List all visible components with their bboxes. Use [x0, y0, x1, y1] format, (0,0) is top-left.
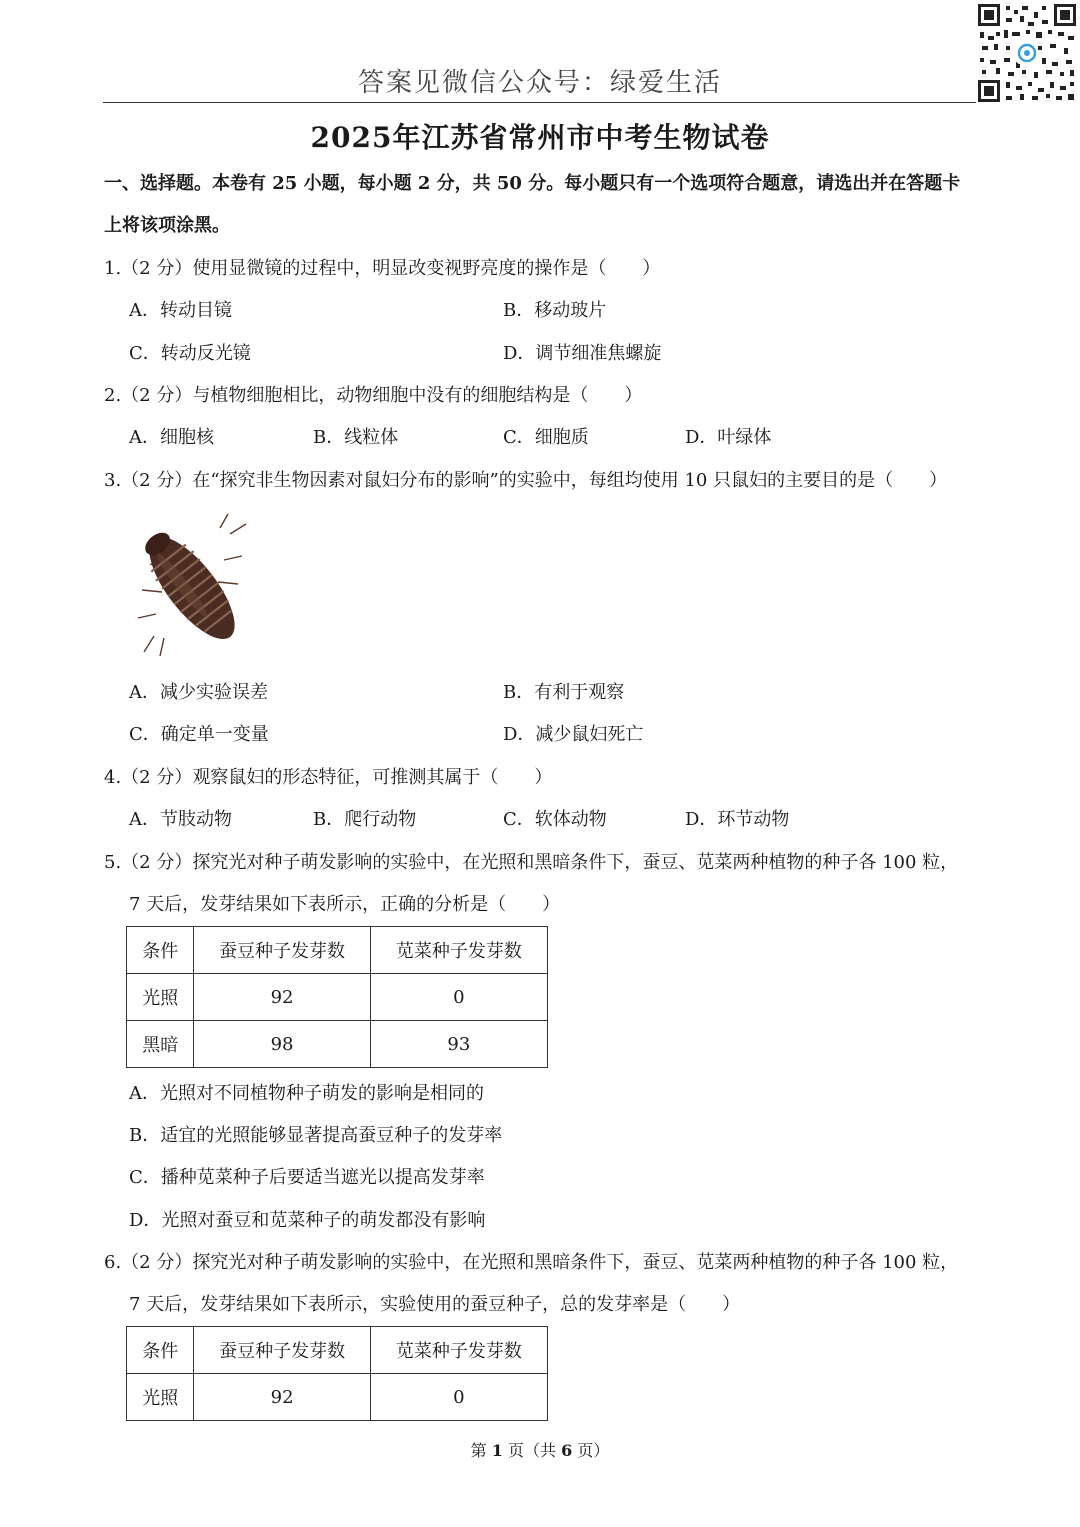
- table-cell: 0: [370, 974, 547, 1021]
- footer-page-number: 1: [491, 1441, 503, 1460]
- q5-data-table: [126, 926, 548, 1068]
- q2-stem: 2.（2 分）与植物细胞相比，动物细胞中没有的细胞结构是（ ）: [104, 385, 643, 406]
- page-footer: [0, 1438, 1080, 1461]
- table-cell: 98: [194, 1021, 370, 1068]
- footer-total-pages: 6: [561, 1441, 573, 1460]
- q1-option-b: B．移动玻片: [503, 300, 607, 321]
- q6-stem-line2: 7 天后，发芽结果如下表所示，实验使用的蚕豆种子，总的发芽率是（ ）: [129, 1294, 741, 1315]
- footer-prefix: 第: [470, 1441, 492, 1460]
- q4-option-d: D．环节动物: [685, 809, 790, 830]
- q5-stem-line2: 7 天后，发芽结果如下表所示，正确的分析是（ ）: [129, 894, 561, 915]
- q2-option-b: B．线粒体: [313, 427, 399, 448]
- q1-option-a: A．转动目镜: [129, 300, 232, 321]
- header-divider: [103, 102, 976, 103]
- table-row: [127, 1021, 548, 1068]
- q3-stem: 3.（2 分）在“探究非生物因素对鼠妇分布的影响”的实验中，每组均使用 10 只鼠妇的主要目的是（ ）: [104, 470, 948, 491]
- q2-option-c: C．细胞质: [503, 427, 589, 448]
- q4-stem: 4.（2 分）观察鼠妇的形态特征，可推测其属于（ ）: [104, 767, 553, 788]
- table-cell: 黑暗: [127, 1021, 194, 1068]
- q5-option-d: D．光照对蚕豆和苋菜种子的萌发都没有影响: [129, 1210, 486, 1231]
- q1-option-c: C．转动反光镜: [129, 343, 251, 364]
- table-cell: 0: [370, 1374, 547, 1421]
- table-cell: 93: [370, 1021, 547, 1068]
- table-header-cell: 蚕豆种子发芽数: [194, 1327, 370, 1374]
- section-instructions-line1: 一、选择题。本卷有 25 小题，每小题 2 分，共 50 分。每小题只有一个选项符合题意，请选出并在答题卡: [104, 173, 961, 194]
- table-cell: 92: [194, 1374, 370, 1421]
- q5-stem-line1: 5.（2 分）探究光对种子萌发影响的实验中，在光照和黑暗条件下，蚕豆、苋菜两种植物的种子各 100 粒，: [104, 852, 959, 873]
- q3-option-d: D．减少鼠妇死亡: [503, 724, 644, 745]
- q3-option-c: C．确定单一变量: [129, 724, 269, 745]
- footer-suffix: 页）: [572, 1441, 610, 1460]
- q6-data-table: [126, 1326, 548, 1421]
- footer-mid: 页（共: [502, 1441, 562, 1460]
- table-cell: 92: [194, 974, 370, 1021]
- q1-stem: 1.（2 分）使用显微镜的过程中，明显改变视野亮度的操作是（ ）: [104, 258, 661, 279]
- section-instructions-line2: 上将该项涂黑。: [104, 215, 230, 236]
- woodlouse-image: [120, 510, 265, 662]
- table-header-row: [127, 927, 548, 974]
- q2-option-a: A．细胞核: [129, 427, 214, 448]
- table-header-cell: 条件: [127, 927, 194, 974]
- table-row: [127, 974, 548, 1021]
- header-watermark: 答案见微信公众号：绿爱生活: [357, 68, 722, 98]
- table-header-row: [127, 1327, 548, 1374]
- table-row: [127, 1374, 548, 1421]
- q3-option-a: A．减少实验误差: [129, 682, 268, 703]
- q6-stem-line1: 6.（2 分）探究光对种子萌发影响的实验中，在光照和黑暗条件下，蚕豆、苋菜两种植物的种子各 100 粒，: [104, 1252, 959, 1273]
- table-cell: 光照: [127, 974, 194, 1021]
- q5-option-a: A．光照对不同植物种子萌发的影响是相同的: [129, 1083, 484, 1104]
- q3-option-b: B．有利于观察: [503, 682, 625, 703]
- page-title: 2025年江苏省常州市中考生物试卷: [310, 121, 770, 154]
- q4-option-a: A．节肢动物: [129, 809, 232, 830]
- q2-option-d: D．叶绿体: [685, 427, 772, 448]
- q5-option-c: C．播种苋菜种子后要适当遮光以提高发芽率: [129, 1167, 485, 1188]
- q5-option-b: B．适宜的光照能够显著提高蚕豆种子的发芽率: [129, 1125, 503, 1146]
- table-cell: 光照: [127, 1374, 194, 1421]
- table-header-cell: 条件: [127, 1327, 194, 1374]
- table-header-cell: 蚕豆种子发芽数: [194, 927, 370, 974]
- q4-option-c: C．软体动物: [503, 809, 607, 830]
- table-header-cell: 苋菜种子发芽数: [370, 927, 547, 974]
- q1-option-d: D．调节细准焦螺旋: [503, 343, 662, 364]
- q4-option-b: B．爬行动物: [313, 809, 417, 830]
- table-header-cell: 苋菜种子发芽数: [370, 1327, 547, 1374]
